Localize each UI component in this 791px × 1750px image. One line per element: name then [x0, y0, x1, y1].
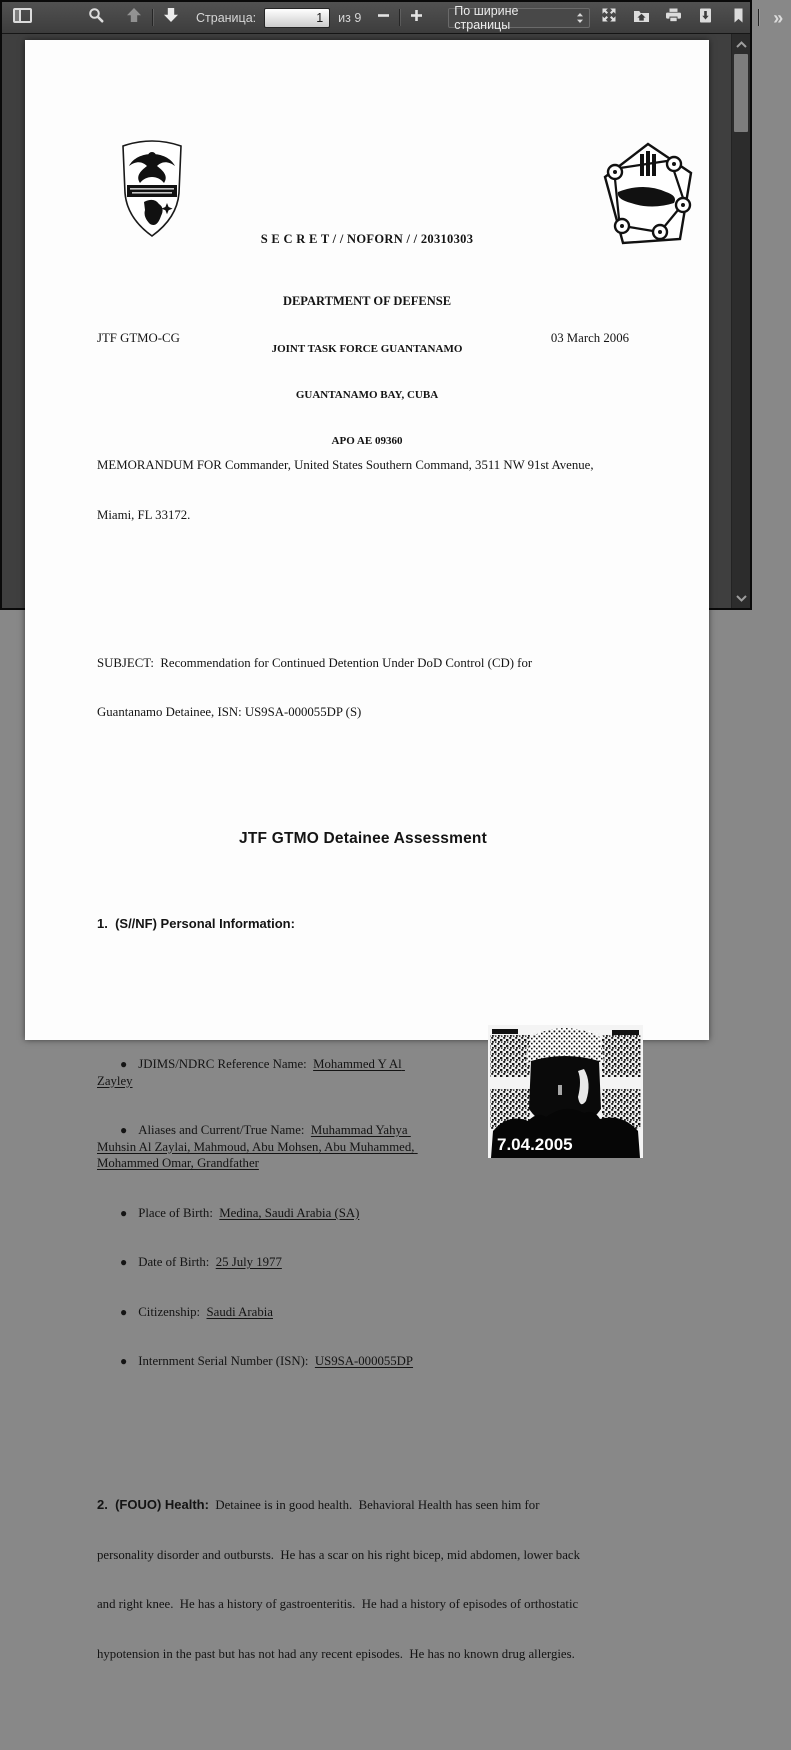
scroll-up-button[interactable]	[732, 36, 750, 52]
list-item	[97, 1254, 629, 1271]
field-label: Date of Birth:	[138, 1255, 210, 1269]
chevron-double-right-icon: »	[773, 7, 784, 28]
personal-information-list	[97, 990, 629, 1403]
pdf-toolbar	[2, 2, 784, 34]
viewer-area[interactable]	[2, 34, 731, 1661]
document-title: JTF GTMO Detainee Assessment	[239, 830, 487, 847]
page-number-input[interactable]	[264, 8, 330, 28]
field-value: Medina, Saudi Arabia (SA)	[219, 1205, 360, 1220]
bullet-icon: ●	[120, 1205, 128, 1220]
health-section	[97, 1464, 629, 1684]
bullet-icon: ●	[120, 1057, 128, 1071]
scrollbar-thumb[interactable]	[734, 54, 748, 132]
vertical-scrollbar[interactable]	[731, 34, 750, 608]
health-line-clipped: hypotension in the past but has not had any recent episodes. He has no known drug allergies.	[97, 1646, 575, 1661]
field-value: Mohammed Y Al Zayley	[97, 1057, 405, 1088]
download-icon	[698, 8, 713, 28]
toolbar-separator	[152, 9, 153, 26]
next-page-button[interactable]	[157, 5, 185, 30]
find-button[interactable]	[82, 5, 110, 30]
bullet-icon: ●	[120, 1354, 128, 1368]
field-value: Muhammad Yahya Muhsin Al Zaylai, Mahmoud, Abu Mohsen, Abu Muhammed, Mohammed Omar, Grandfather	[97, 1123, 418, 1170]
select-arrows-icon	[576, 12, 584, 24]
field-value: Saudi Arabia	[206, 1304, 273, 1319]
minus-icon	[377, 9, 390, 27]
subject-line: Guantanamo Detainee, ISN: US9SA-000055DP (S)	[97, 705, 362, 719]
chevron-up-icon	[736, 35, 747, 53]
arrow-down-icon	[163, 7, 179, 28]
field-value: 25 July 1977	[215, 1255, 282, 1269]
agency-line: APO AE 09360	[331, 434, 403, 447]
agency-line: JOINT TASK FORCE GUANTANAMO	[271, 342, 463, 355]
field-value: US9SA-000055DP	[314, 1354, 414, 1368]
classification-banner: S E C R E T / / NOFORN / / 20310303	[260, 231, 474, 246]
memo-line: MEMORANDUM FOR Commander, United States Southern Command, 3511 NW 91st Avenue,	[97, 458, 594, 472]
field-label: Place of Birth:	[138, 1205, 213, 1220]
toggle-sidebar-button[interactable]	[8, 5, 36, 30]
zoom-mode-value: По ширине страницы	[454, 3, 519, 32]
plus-icon	[410, 9, 423, 27]
document-date: 03 March 2006	[550, 331, 629, 345]
toolbar-separator	[758, 9, 759, 26]
health-line: personality disorder and outbursts. He has a scar on his right bicep, mid abdomen, lower back	[97, 1547, 580, 1562]
zoom-mode-select[interactable]	[448, 3, 590, 32]
jtf-gtmo-seal	[570, 126, 694, 270]
arrow-up-icon	[126, 7, 142, 28]
search-icon	[88, 7, 104, 28]
agency-line: DEPARTMENT OF DEFENSE	[282, 294, 452, 308]
page-count-label: из 9	[338, 10, 362, 25]
printer-icon	[665, 8, 682, 28]
sidebar-toggle-icon	[13, 8, 32, 28]
bullet-icon: ●	[120, 1255, 128, 1269]
list-item	[97, 1205, 629, 1222]
field-label: Citizenship:	[138, 1304, 201, 1319]
previous-page-button[interactable]	[120, 5, 148, 30]
section1-heading: 1. (S//NF) Personal Information:	[97, 916, 295, 931]
bullet-icon: ●	[120, 1304, 128, 1319]
fullscreen-arrows-icon	[601, 7, 617, 28]
print-button[interactable]	[659, 5, 687, 30]
southcom-seal	[88, 123, 184, 261]
health-line: and right knee. He has a history of gastroenteritis. He had a history of episodes of orthostatic	[97, 1597, 579, 1611]
zoom-in-button[interactable]	[404, 5, 428, 30]
more-tools-button[interactable]	[765, 5, 791, 30]
open-file-button[interactable]	[627, 5, 655, 30]
download-button[interactable]	[691, 5, 719, 30]
presentation-mode-button[interactable]	[595, 5, 623, 30]
folder-open-icon	[633, 8, 650, 28]
health-line: 2. (FOUO) Health: Detainee is in good health. Behavioral Health has seen him for	[97, 1497, 540, 1512]
subject-line: SUBJECT: Recommendation for Continued Detention Under DoD Control (CD) for	[97, 655, 533, 670]
zoom-out-button[interactable]	[371, 5, 395, 30]
field-label: Internment Serial Number (ISN):	[138, 1354, 309, 1368]
scroll-down-button[interactable]	[732, 590, 750, 606]
field-label: Aliases and Current/True Name:	[138, 1123, 305, 1137]
list-item	[97, 1304, 629, 1321]
bookmark-icon	[732, 8, 745, 28]
field-label: JDIMS/NDRC Reference Name:	[138, 1057, 307, 1071]
toolbar-separator	[399, 9, 400, 26]
agency-line: GUANTANAMO BAY, CUBA	[295, 388, 439, 401]
photo-date-stamp: 7.04.2005	[497, 1135, 573, 1154]
current-view-button[interactable]	[724, 5, 752, 30]
detainee-photo	[450, 1009, 643, 1180]
office-symbol: JTF GTMO-CG	[97, 331, 180, 345]
pdf-page	[25, 40, 709, 1661]
memo-line: Miami, FL 33172.	[97, 507, 191, 522]
page-number-label: Страница:	[196, 10, 257, 25]
subject-paragraph	[97, 622, 629, 754]
bullet-icon: ●	[120, 1123, 128, 1137]
list-item	[97, 1353, 629, 1370]
section2-heading: 2. (FOUO) Health:	[97, 1497, 209, 1512]
chevron-down-icon	[736, 589, 747, 607]
